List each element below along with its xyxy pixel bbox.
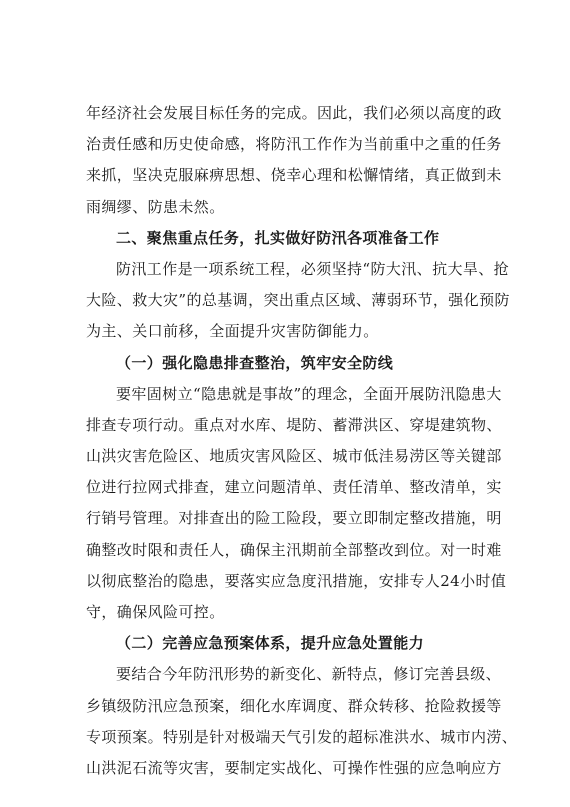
paragraph-line: 以彻底整治的隐患，要落实应急度汛措施，安排专人24小时值 [86, 571, 507, 590]
paragraph-line: 山洪泥石流等灾害，要制定实战化、可操作性强的应急响应方 [86, 758, 502, 777]
subsection-heading: （一）强化隐患排查整治，筑牢安全防线 [116, 353, 394, 372]
paragraph-line: 大险、救大灾”的总基调，突出重点区域、薄弱环节，强化预防 [86, 291, 510, 310]
paragraph-line: 雨绸缪、防患未然。 [86, 197, 225, 216]
paragraph-line: 行销号管理。对排查出的险工险段，要立即制定整改措施，明 [86, 509, 502, 528]
paragraph-line: 排查专项行动。重点对水库、堤防、蓄滞洪区、穿堤建筑物、 [86, 415, 502, 434]
paragraph-line: 为主、关口前移，全面提升灾害防御能力。 [86, 322, 379, 341]
paragraph-line: 年经济社会发展目标任务的完成。因此，我们必须以高度的政 [86, 104, 502, 122]
document-body [86, 98, 518, 784]
paragraph-line: 治责任感和历史使命感，将防汛工作作为当前重中之重的任务 [86, 135, 502, 154]
paragraph-line: 要结合今年防汛形势的新变化、新特点，修订完善县级、 [116, 665, 502, 684]
paragraph-line: 乡镇级防汛应急预案，细化水库调度、群众转移、抢险救援等 [86, 696, 502, 715]
paragraph-line: 山洪灾害危险区、地质灾害风险区、城市低洼易涝区等关键部 [86, 447, 502, 466]
paragraph-line: 位进行拉网式排查，建立问题清单、责任清单、整改清单，实 [86, 478, 502, 497]
paragraph-line: 来抓，坚决克服麻痹思想、侥幸心理和松懈情绪，真正做到未 [86, 166, 502, 185]
paragraph-line: 守，确保风险可控。 [86, 603, 225, 621]
paragraph-line: 专项预案。特别是针对极端天气引发的超标准洪水、城市内涝、 [86, 727, 518, 746]
subsection-heading: （二）完善应急预案体系，提升应急处置能力 [116, 634, 425, 653]
paragraph-line: 要牢固树立“隐患就是事故”的理念，全面开展防汛隐患大 [116, 384, 502, 403]
paragraph-line: 防汛工作是一项系统工程，必须坚持“防大汛、抗大旱、抢 [116, 259, 510, 278]
section-heading: 二、聚焦重点任务，扎实做好防汛各项准备工作 [116, 228, 440, 247]
paragraph-line: 确整改时限和责任人，确保主汛期前全部整改到位。对一时难 [86, 540, 502, 559]
